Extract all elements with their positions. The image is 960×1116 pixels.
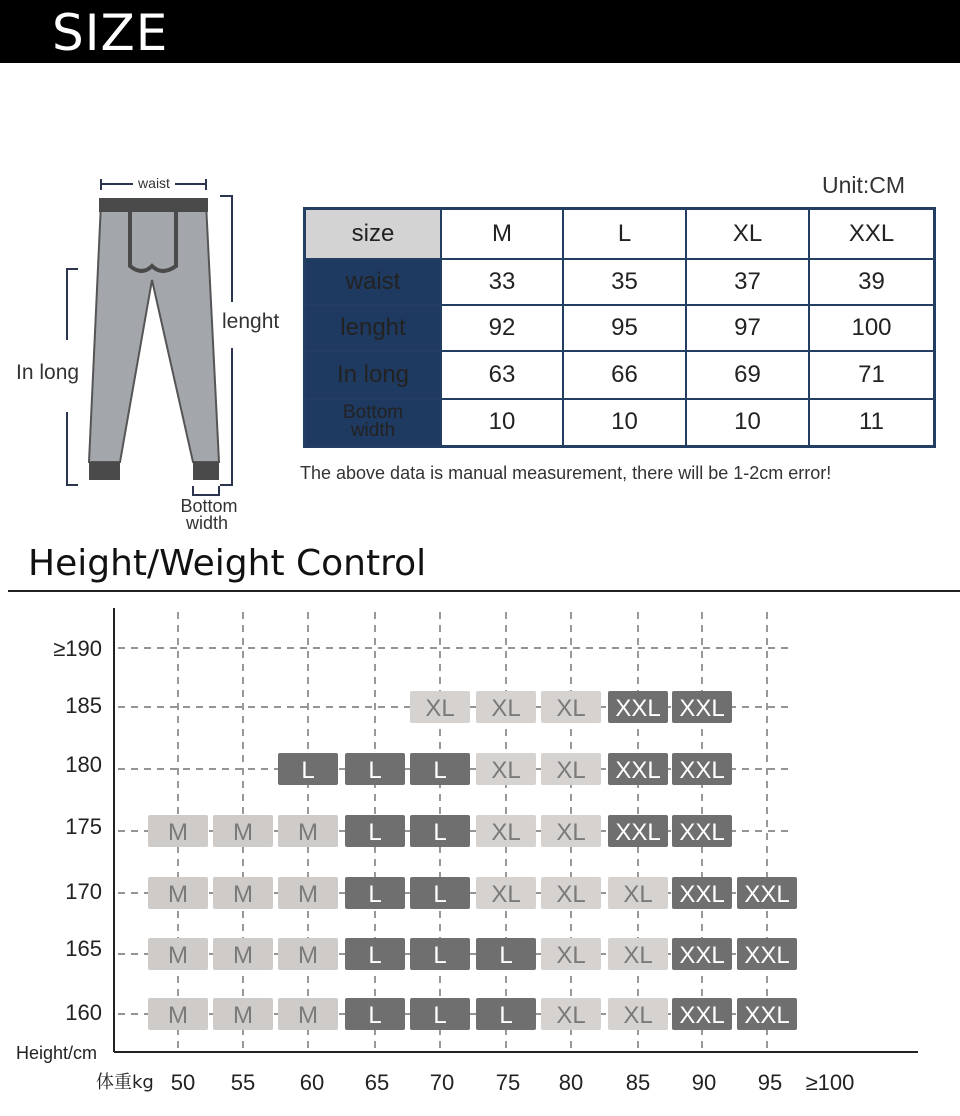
size-cell-label: XL <box>556 757 586 784</box>
size-cell-label: XL <box>491 757 521 784</box>
length-label: lenght <box>222 310 280 333</box>
table-header-row <box>305 209 935 259</box>
table-cell: 35 <box>563 259 686 305</box>
size-cell-label: XXL <box>744 881 790 908</box>
measurement-note: The above data is manual measurement, there will be 1-2cm error! <box>300 463 832 483</box>
size-cell-label: M <box>298 819 318 846</box>
right-cuff <box>193 462 219 480</box>
table-row <box>305 305 935 351</box>
size-cell-label: M <box>298 1002 318 1029</box>
row-header-inlong: In long <box>305 351 442 399</box>
column-header: XXL <box>809 209 935 259</box>
size-cell-label: XL <box>623 1002 653 1029</box>
row-header-bottom-line2: width <box>350 420 396 442</box>
bottom-label-1: Bottom <box>180 496 238 516</box>
table-cell: 10 <box>563 399 686 447</box>
x-tick-label: 65 <box>364 1070 390 1095</box>
table-row <box>305 351 935 399</box>
size-cell-label: L <box>499 942 513 969</box>
table-cell: 66 <box>563 351 686 399</box>
table-cell: 97 <box>686 305 809 351</box>
row-header-bottom-width <box>305 399 442 447</box>
table-cell: 11 <box>809 399 935 447</box>
size-cell-label: M <box>168 819 188 846</box>
y-tick-label: 175 <box>65 814 102 839</box>
size-cell-label: XL <box>491 881 521 908</box>
size-corner-cell: size <box>305 209 442 259</box>
size-cell-label: M <box>168 942 188 969</box>
waistband <box>99 198 208 212</box>
size-cell-label: XXL <box>615 695 661 722</box>
length-indicator-bottom <box>220 348 232 485</box>
size-cell-label: L <box>301 757 315 784</box>
size-cell-label: M <box>233 1002 253 1029</box>
size-cell-label: L <box>368 881 382 908</box>
size-cell-label: L <box>433 881 447 908</box>
x-tick-label: 85 <box>625 1070 651 1095</box>
size-cell-label: XXL <box>679 819 725 846</box>
unit-label: Unit:CM <box>822 172 906 198</box>
inlong-indicator-top <box>67 269 78 340</box>
size-cell-label: XL <box>623 881 653 908</box>
table-cell: 63 <box>441 351 563 399</box>
size-cell-label: XXL <box>744 1002 790 1029</box>
table-cell: 100 <box>809 305 935 351</box>
size-cell-label: L <box>433 819 447 846</box>
waist-label: waist <box>138 175 170 191</box>
pants-diagram <box>0 170 300 540</box>
section-divider <box>8 590 960 592</box>
size-cell-label: XL <box>556 942 586 969</box>
section-title: Height/Weight Control <box>28 543 427 584</box>
size-cell-label: XL <box>491 819 521 846</box>
x-tick-label: ≥100 <box>805 1070 855 1095</box>
bottom-label-2: width <box>185 513 229 533</box>
size-cell-label: XL <box>556 881 586 908</box>
x-tick-label: 55 <box>230 1070 256 1095</box>
size-cell-label: XXL <box>679 1002 725 1029</box>
inlong-indicator-bottom <box>67 412 78 485</box>
size-cell-label: M <box>233 881 253 908</box>
size-cell-label: XL <box>491 695 521 722</box>
size-cell-label: M <box>298 942 318 969</box>
y-tick-label: 170 <box>65 879 102 904</box>
size-cell-label: XXL <box>679 757 725 784</box>
size-cell-label: M <box>298 881 318 908</box>
table-cell: 69 <box>686 351 809 399</box>
size-cell-label: M <box>168 881 188 908</box>
size-cell-label: XXL <box>679 881 725 908</box>
size-cell-label: XXL <box>744 942 790 969</box>
height-weight-chart <box>0 600 960 1110</box>
pants-shape <box>89 203 219 462</box>
size-cell-label: L <box>433 942 447 969</box>
column-header: M <box>441 209 563 259</box>
size-cell-label: XL <box>623 942 653 969</box>
table-cell: 33 <box>441 259 563 305</box>
x-axis-label: 体重kg <box>96 1072 154 1093</box>
table-cell: 92 <box>441 305 563 351</box>
x-tick-label: 90 <box>691 1070 717 1095</box>
x-tick-label: 75 <box>495 1070 521 1095</box>
table-cell: 10 <box>686 399 809 447</box>
size-cell-label: L <box>433 757 447 784</box>
size-table <box>303 207 936 448</box>
size-cell-label: XXL <box>679 942 725 969</box>
x-tick-label: 80 <box>558 1070 584 1095</box>
size-cell-label: XXL <box>679 695 725 722</box>
length-indicator-top <box>220 196 232 302</box>
table-row <box>305 259 935 305</box>
table-cell: 37 <box>686 259 809 305</box>
size-cell-label: XL <box>556 1002 586 1029</box>
page-title: SIZE <box>52 4 169 62</box>
column-header: L <box>563 209 686 259</box>
row-header-waist: waist <box>305 259 442 305</box>
table-cell: 10 <box>441 399 563 447</box>
header-bar <box>0 0 960 63</box>
size-cell-label: XXL <box>615 819 661 846</box>
x-tick-label: 70 <box>429 1070 455 1095</box>
x-tick-label: 95 <box>757 1070 783 1095</box>
table-row <box>305 399 935 447</box>
column-header: XL <box>686 209 809 259</box>
size-cell-label: L <box>368 819 382 846</box>
size-cell-label: XL <box>556 695 586 722</box>
size-cell-label: L <box>499 1002 513 1029</box>
table-cell: 95 <box>563 305 686 351</box>
size-cell-label: XL <box>556 819 586 846</box>
x-tick-label: 50 <box>170 1070 196 1095</box>
table-cell: 39 <box>809 259 935 305</box>
size-cell-label: XL <box>425 695 455 722</box>
size-cell-label: XXL <box>615 757 661 784</box>
y-tick-label: 185 <box>65 693 102 718</box>
size-cell-label: L <box>368 942 382 969</box>
table-cell: 71 <box>809 351 935 399</box>
x-tick-label: 60 <box>299 1070 325 1095</box>
size-cell-label: L <box>433 1002 447 1029</box>
y-axis-label: Height/cm <box>16 1043 98 1063</box>
size-cell-label: L <box>368 757 382 784</box>
size-cell-label: M <box>233 819 253 846</box>
size-cell-label: M <box>168 1002 188 1029</box>
y-tick-label: 165 <box>65 936 102 961</box>
size-cell-label: M <box>233 942 253 969</box>
row-header-length: lenght <box>305 305 442 351</box>
y-tick-label: ≥190 <box>53 636 102 661</box>
y-tick-label: 180 <box>65 752 102 777</box>
size-cell-label: L <box>368 1002 382 1029</box>
left-cuff <box>89 462 120 480</box>
bottom-width-indicator <box>193 486 219 495</box>
y-tick-label: 160 <box>65 1000 102 1025</box>
row-header-bottom-line1: Bottom <box>342 402 404 424</box>
inlong-label: In long <box>16 361 80 384</box>
